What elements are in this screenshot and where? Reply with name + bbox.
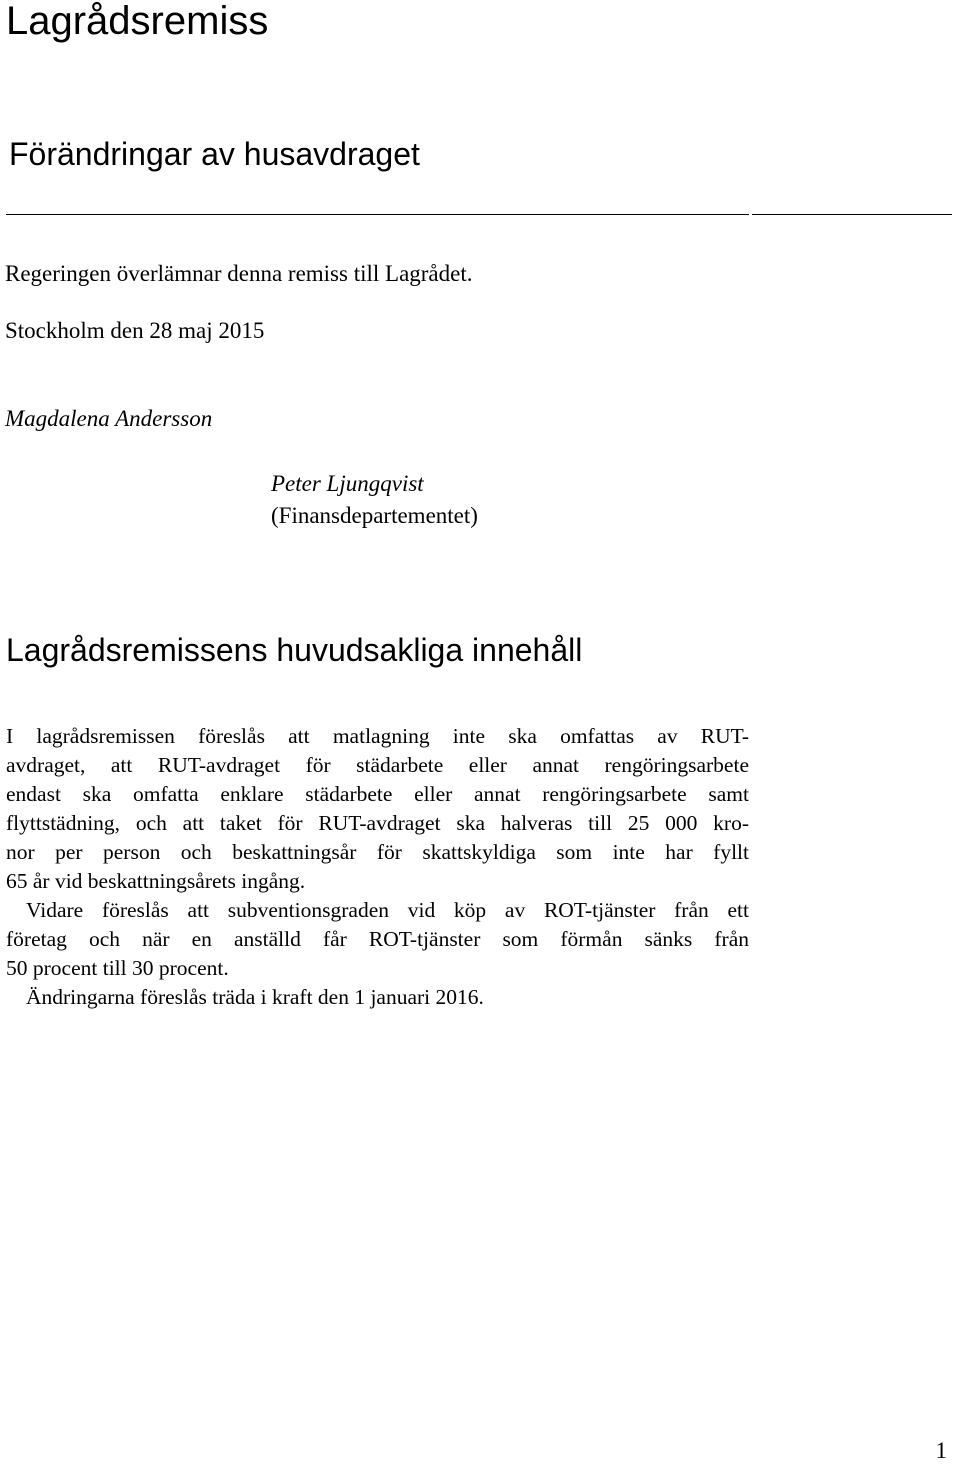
body-line: avdraget, att RUT-avdraget för städarbete eller annat rengöringsarbete	[6, 753, 749, 777]
page-number: 1	[935, 1438, 947, 1463]
body-line: företag och när en anställd får ROT-tjänster som förmån sänks från	[6, 927, 749, 951]
body-line: I lagrådsremissen föreslås att matlagning inte ska omfattas av RUT-	[6, 724, 749, 748]
body-line: Ändringarna föreslås träda i kraft den 1 januari 2016.	[26, 985, 484, 1009]
document-subject: Förändringar av husavdraget	[9, 136, 420, 172]
handover-statement: Regeringen överlämnar denna remiss till Lagrådet.	[5, 261, 473, 286]
document-type-title: Lagrådsremiss	[6, 0, 269, 43]
summary-heading: Lagrådsremissens huvudsakliga innehåll	[6, 632, 583, 668]
signatory-minister: Magdalena Andersson	[5, 406, 213, 431]
signatory-official: Peter Ljungqvist	[271, 471, 424, 496]
body-line: flyttstädning, och att taket för RUT-avdraget ska halveras till 25 000 kro-	[6, 811, 749, 835]
body-line: 50 procent till 30 procent.	[6, 956, 229, 980]
body-line: Vidare föreslås att subventionsgraden vid köp av ROT-tjänster från ett	[26, 898, 749, 922]
separator-line	[6, 214, 749, 215]
ministry-name: (Finansdepartementet)	[271, 503, 478, 528]
body-line: nor per person och beskattningsår för skattskyldiga som inte har fyllt	[6, 840, 749, 864]
summary-body	[6, 722, 749, 1012]
separator-line-end	[752, 214, 952, 215]
place-and-date: Stockholm den 28 maj 2015	[5, 318, 265, 343]
body-line: endast ska omfatta enklare städarbete eller annat rengöringsarbete samt	[6, 782, 749, 806]
body-line: 65 år vid beskattningsårets ingång.	[6, 869, 306, 893]
